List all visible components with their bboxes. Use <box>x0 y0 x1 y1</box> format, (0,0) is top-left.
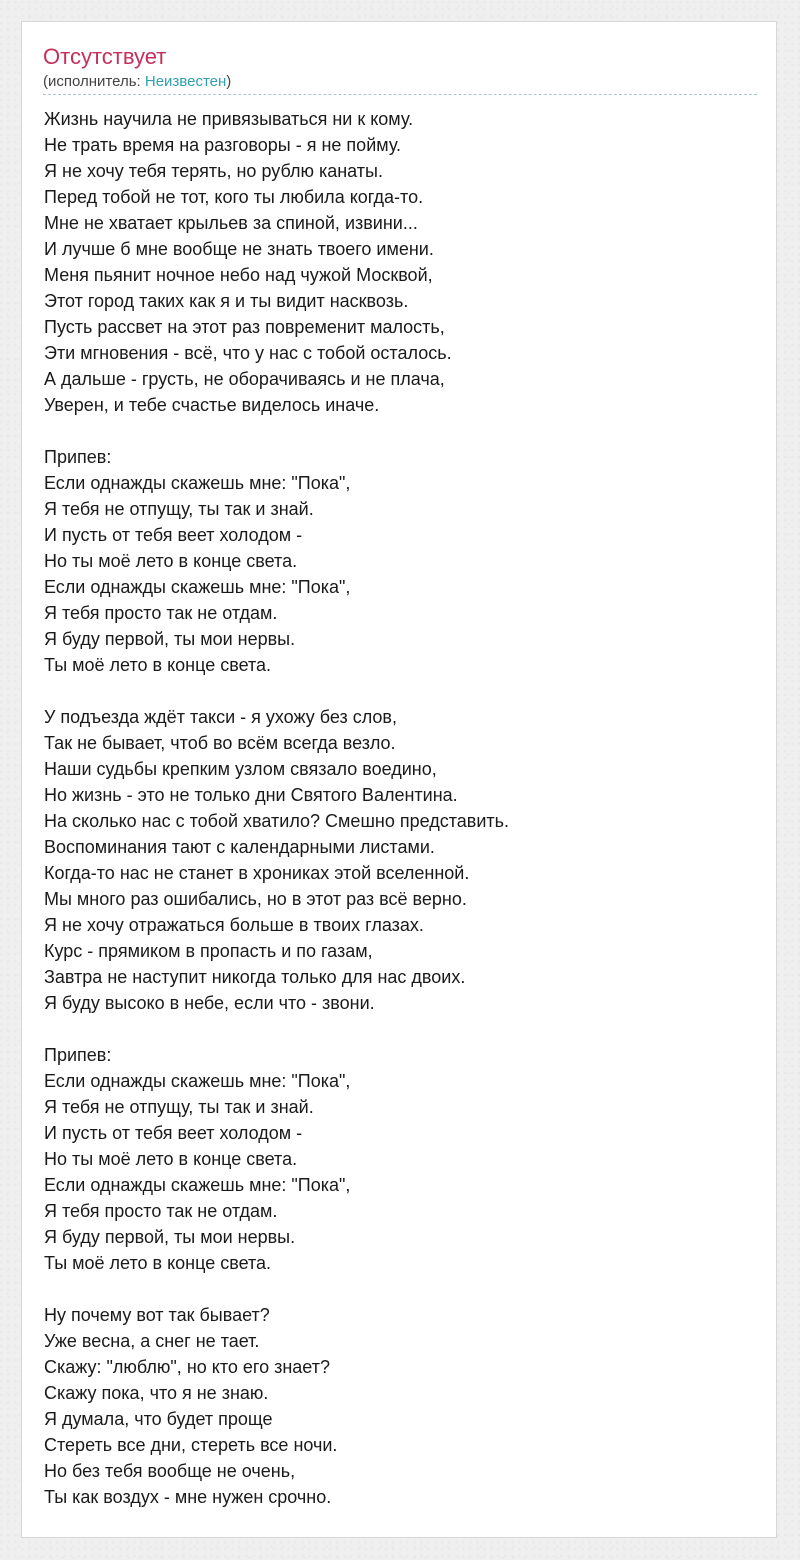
lyric-line: Если однажды скажешь мне: "Пока", <box>44 577 351 597</box>
stanza-break <box>44 1016 509 1042</box>
lyric-line: Жизнь научила не привязываться ни к кому. <box>44 109 414 129</box>
lyric-line: Меня пьянит ночное небо над чужой Москвой, <box>44 265 433 285</box>
lyric-line: Ну почему вот так бывает? <box>44 1305 270 1325</box>
lyric-line: Стереть все дни, стереть все ночи. <box>44 1435 338 1455</box>
lyric-line: Я буду первой, ты мои нервы. <box>44 629 296 649</box>
lyric-line: Завтра не наступит никогда только для нас двоих. <box>44 967 466 987</box>
lyric-line: Этот город таких как я и ты видит насквозь. <box>44 291 409 311</box>
lyric-line: Припев: <box>44 1045 112 1065</box>
lyric-line: Я тебя не отпущу, ты так и знай. <box>44 1097 314 1117</box>
lyric-line: И пусть от тебя веет холодом - <box>44 525 303 545</box>
lyric-line: И пусть от тебя веет холодом - <box>44 1123 303 1143</box>
lyric-line: На сколько нас с тобой хватило? Смешно представить. <box>44 811 510 831</box>
lyric-line: Перед тобой не тот, кого ты любила когда-то. <box>44 187 424 207</box>
lyric-line: Но жизнь - это не только дни Святого Валентина. <box>44 785 458 805</box>
lyric-line: Но ты моё лето в конце света. <box>44 551 298 571</box>
lyric-line: Я буду высоко в небе, если что - звони. <box>44 993 375 1013</box>
lyric-line: Но ты моё лето в конце света. <box>44 1149 298 1169</box>
lyric-line: И лучше б мне вообще не знать твоего имени. <box>44 239 434 259</box>
lyrics-card <box>21 21 777 1538</box>
artist-link[interactable]: Неизвестен <box>144 73 227 90</box>
lyric-line: Уже весна, а снег не тает. <box>44 1331 260 1351</box>
lyric-line: Уверен, и тебе счастье виделось иначе. <box>44 395 380 415</box>
lyric-line: Но без тебя вообще не очень, <box>44 1461 296 1481</box>
lyric-line: Ты как воздух - мне нужен срочно. <box>44 1487 332 1507</box>
lyric-line: Мы много раз ошибались, но в этот раз всё верно. <box>44 889 467 909</box>
lyric-line: Я тебя просто так не отдам. <box>44 1201 278 1221</box>
lyric-line: Наши судьбы крепким узлом связало воедино, <box>44 759 437 779</box>
lyric-line: Я тебя просто так не отдам. <box>44 603 278 623</box>
title-separator <box>43 94 757 95</box>
lyric-line: Когда-то нас не станет в хрониках этой вселенной. <box>44 863 470 883</box>
lyric-line: А дальше - грусть, не оборачиваясь и не плача, <box>44 369 445 389</box>
lyric-line: Скажу пока, что я не знаю. <box>44 1383 269 1403</box>
lyric-line: Воспоминания тают с календарными листами. <box>44 837 435 857</box>
song-title: Отсутствует <box>43 44 167 69</box>
lyric-line: Мне не хватает крыльев за спиной, извини... <box>44 213 418 233</box>
lyric-line: Если однажды скажешь мне: "Пока", <box>44 1071 351 1091</box>
lyric-line: Ты моё лето в конце света. <box>44 1253 272 1273</box>
lyric-line: У подъезда ждёт такси - я ухожу без слов, <box>44 707 397 727</box>
lyric-line: Если однажды скажешь мне: "Пока", <box>44 473 351 493</box>
lyric-line: Я думала, что будет проще <box>44 1409 273 1429</box>
stanza-break <box>44 1276 509 1302</box>
lyric-line: Курс - прямиком в пропасть и по газам, <box>44 941 373 961</box>
lyric-line: Я не хочу тебя терять, но рублю канаты. <box>44 161 383 181</box>
artist-prefix: (исполнитель: <box>43 73 145 90</box>
lyric-line: Пусть рассвет на этот раз повременит малость, <box>44 317 445 337</box>
lyric-line: Если однажды скажешь мне: "Пока", <box>44 1175 351 1195</box>
lyric-line: Я не хочу отражаться больше в твоих глазах. <box>44 915 424 935</box>
lyric-line: Так не бывает, чтоб во всём всегда везло. <box>44 733 396 753</box>
lyric-line: Скажу: "люблю", но кто его знает? <box>44 1357 330 1377</box>
lyrics-text <box>44 106 509 1510</box>
lyric-line: Ты моё лето в конце света. <box>44 655 272 675</box>
stanza-break <box>44 678 509 704</box>
lyric-line: Эти мгновения - всё, что у нас с тобой осталось. <box>44 343 452 363</box>
artist-suffix: ) <box>226 73 232 90</box>
stanza-break <box>44 418 509 444</box>
lyric-line: Я тебя не отпущу, ты так и знай. <box>44 499 314 519</box>
artist-line <box>43 72 231 92</box>
lyric-line: Я буду первой, ты мои нервы. <box>44 1227 296 1247</box>
lyric-line: Припев: <box>44 447 112 467</box>
lyric-line: Не трать время на разговоры - я не пойму. <box>44 135 402 155</box>
